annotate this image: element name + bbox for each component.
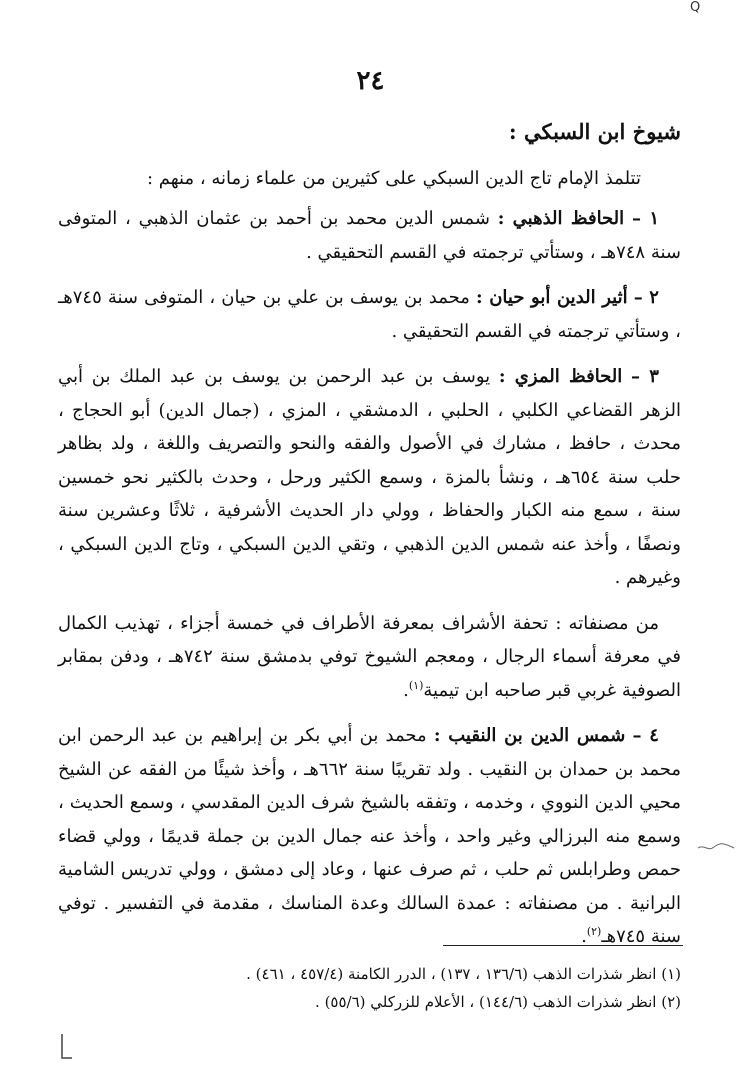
entry-name: الحافظ المزي :: [498, 366, 623, 387]
corner-crop-mark: [56, 1032, 76, 1062]
margin-pencil-mark: [696, 840, 736, 854]
entry-name: الحافظ الذهبي :: [497, 208, 625, 229]
entry-number: ١ –: [631, 208, 659, 229]
entry-4: [58, 719, 681, 954]
entry-text: محمد بن أبي بكر بن إبراهيم بن عبد الرحمن ابن محمد بن حمدان بن النقيب . ولد تقريبًا سنة ٦٦٢هـ ، وأخذ شيئًا من الفقه عن الشيخ محيي الدين النووي ، وخدمه ، وتفقه بالشيخ شرف الدين المقدسي ، وسمع الحديث ، وسمع منه البرزالي وغير واحد ، وأخذ عنه جمال الدين بن جملة قديمًا ، وولي قضاء حمص وطرابلس ثم حلب ، ثم صرف عنها ، وعاد إلى دمشق ، وولي تدريس الشامية البرانية . من مصنفاته : عمدة السالك وعدة المناسك ، مقدمة في التفسير . توفي سنة ٧٤٥هـ: [58, 725, 681, 947]
entry-2: [58, 281, 681, 348]
entry-1: [58, 202, 681, 269]
sentence-end: .: [581, 926, 587, 947]
intro-paragraph: تتلمذ الإمام تاج الدين السبكي على كثيرين من علماء زمانه ، منهم :: [146, 168, 641, 189]
entry-text: يوسف بن عبد الرحمن بن يوسف بن عبد الملك بن أبي الزهر القضاعي الكلبي ، الحلبي ، الدمشقي ، المزي ، (جمال الدين) أبو الحجاج ، محدث ، حافظ ، مشارك في الأصول والفقه والنحو والتصريف واللغة ، ولد بظاهر حلب سنة ٦٥٤هـ ، ونشأ بالمزة ، وسمع الكثير ورحل ، وحدث بالكثير نحو خمسين سنة ، سمع منه الكبار والحفاظ ، وولي دار الحديث الأشرفية ، ثلاثًا وعشرين سنة ونصفًا ، وأخذ عنه شمس الدين الذهبي ، وتقي الدين السبكي ، وتاج الدين السبكي ، وغيرهم .: [58, 366, 681, 588]
page-content: [58, 112, 681, 966]
works-text: من مصنفاته : تحفة الأشراف بمعرفة الأطراف في خمسة أجزاء ، تهذيب الكمال في معرفة أسماء الرجال ، ومعجم الشيوخ توفي بدمشق سنة ٧٤٢هـ ، ودفن بمقابر الصوفية غربي قبر صاحبه ابن تيمية: [58, 612, 682, 701]
entry-text: محمد بن يوسف بن علي بن حيان ، المتوفى سنة ٧٤٥هـ ، وستأتي ترجمته في القسم التحقيقي .: [58, 287, 681, 342]
corner-mark: Q: [690, 0, 701, 15]
footnote-1: (١) انظر شذرات الذهب (١٣٦/٦ ، ١٣٧) ، الدرر الكامنة (٤٥٧/٤ ، ٤٦١) .: [246, 965, 681, 983]
entry-number: ٤ –: [632, 725, 659, 746]
footnote-2: (٢) انظر شذرات الذهب (١٤٤/٦) ، الأعلام للزركلي (٥٥/٦) .: [315, 993, 681, 1011]
entry-name: أثير الدين أبو حيان :: [475, 287, 628, 308]
entry-number: ٣ –: [631, 366, 659, 387]
sentence-end: .: [403, 679, 409, 701]
footnotes: [58, 960, 681, 1016]
footnote-reference[interactable]: (٢): [586, 925, 602, 938]
entry-3: [58, 360, 681, 595]
entry-text: شمس الدين محمد بن أحمد بن عثمان الذهبي ، المتوفى سنة ٧٤٨هـ ، وستأتي ترجمته في القسم التحقيقي .: [58, 208, 681, 263]
works-paragraph: [58, 607, 681, 708]
section-heading: شيوخ ابن السبكي :: [508, 119, 681, 144]
footnote-reference[interactable]: (١): [408, 678, 424, 692]
entry-number: ٢ –: [633, 287, 659, 308]
footnote-divider: [443, 945, 683, 946]
page-number: ٢٤: [356, 66, 385, 96]
entry-name: شمس الدين بن النقيب :: [433, 725, 626, 746]
